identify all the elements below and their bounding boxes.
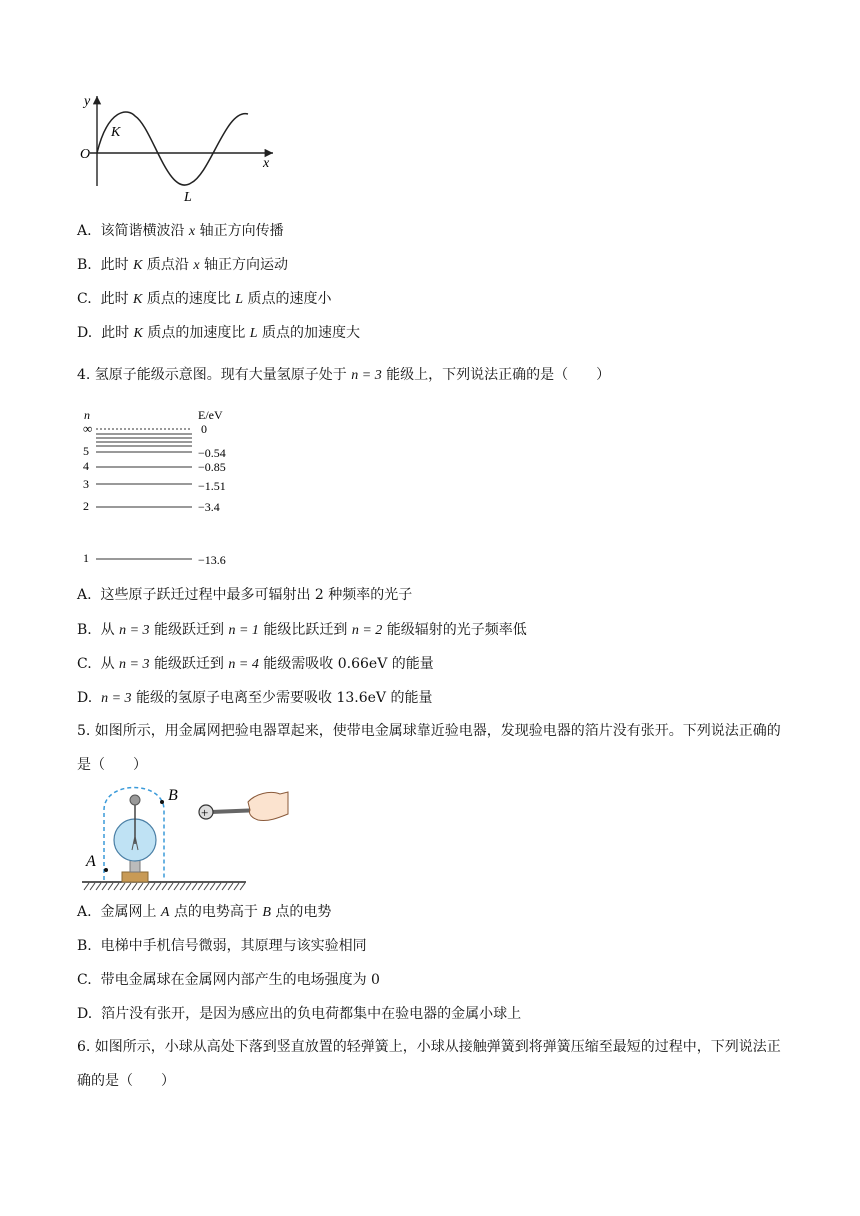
point-l-label: L [184,190,192,205]
point-b-dot [160,800,164,804]
point-a-dot [104,868,108,872]
level-n-4: 4 [83,459,89,473]
level-e-4: −0.85 [198,460,226,474]
x-axis-label: x [263,156,270,171]
q3-option-d: D. 此时 K 质点的加速度比 L 质点的加速度大 [77,325,361,341]
wave-figure [78,88,283,206]
q4-option-c: C. 从 n = 3 能级跃迁到 n = 4 能级需吸收 0.66eV 的能量 [77,656,434,672]
q4-option-d: D. n = 3 能级的氢原子电离至少需要吸收 13.6eV 的能量 [77,690,433,706]
ground-hatch [84,883,245,890]
stand [130,860,140,872]
q5-stem: 5. 如图所示，用金属网把验电器罩起来，使带电金属球靠近验电器，发现验电器的箔片没有张开。下列说法正确的是（ ） [77,723,781,773]
wave-curve [97,112,248,185]
charge-sign: + [201,805,209,820]
level-n-1: 1 [83,551,89,565]
point-a-label: A [86,853,96,870]
q4-stem: 4. 氢原子能级示意图。现有大量氢原子处于 n = 3 能级上，下列说法正确的是（ ） [77,367,611,383]
level-e-5: −0.54 [198,446,226,460]
origin-label: O [80,147,91,162]
point-k-label: K [111,125,121,140]
level-e-2: −3.4 [198,500,220,514]
energy-header: E/eV [198,408,223,422]
q6-stem: 6. 如图所示，小球从高处下落到竖直放置的轻弹簧上，小球从接触弹簧到将弹簧压缩至最短的过程中，下列说法正确的是（ ） [77,1039,781,1089]
energy-level-figure [78,404,248,572]
point-b-label: B [168,787,178,804]
level-n-2: 2 [83,499,89,513]
electroscope-figure [80,780,290,892]
level-n-3: 3 [83,477,89,491]
level-e-3: −1.51 [198,479,226,493]
level-e-inf: 0 [201,422,207,436]
metal-knob [130,795,140,805]
q4-option-b: B. 从 n = 3 能级跃迁到 n = 1 能级比跃迁到 n = 2 能级辐射的光子频率低 [77,622,527,638]
q5-option-b: B. 电梯中手机信号微弱，其原理与该实验相同 [77,938,367,954]
hand-icon [248,792,288,821]
q3-option-b: B. 此时 K 质点沿 x 轴正方向运动 [77,257,289,273]
wooden-base [122,872,148,882]
q5-option-a: A. 金属网上 A 点的电势高于 B 点的电势 [77,904,332,920]
level-n-inf: ∞ [83,421,93,436]
q5-option-d: D. 箔片没有张开，是因为感应出的负电荷都集中在验电器的金属小球上 [77,1006,522,1022]
q5-option-c: C. 带电金属球在金属网内部产生的电场强度为 0 [77,972,380,988]
y-axis-label: y [84,94,91,109]
q4-option-a: A. 这些原子跃迁过程中最多可辐射出 2 种频率的光子 [77,587,413,603]
level-n-5: 5 [83,444,89,458]
n-header: n [84,408,90,422]
level-e-1: −13.6 [198,553,226,567]
q3-option-c: C. 此时 K 质点的速度比 L 质点的速度小 [77,291,332,307]
q3-option-a: A. 该简谐横波沿 x 轴正方向传播 [77,223,284,239]
